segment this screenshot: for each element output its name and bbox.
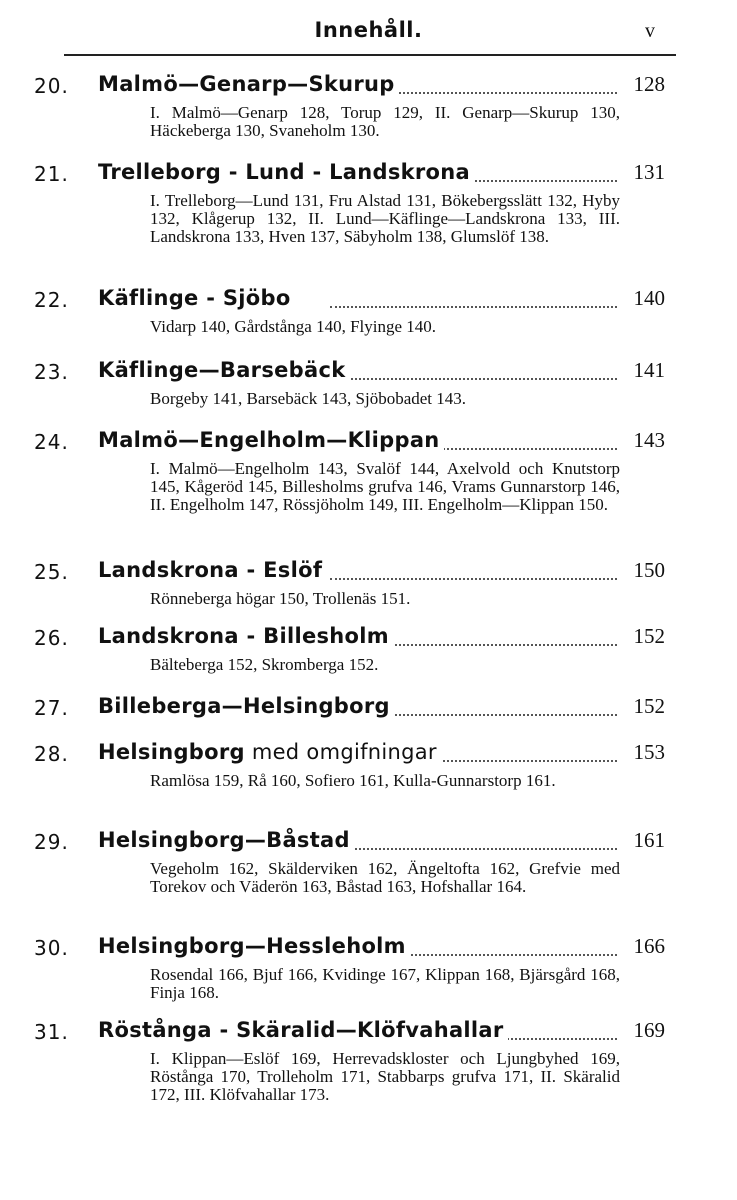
toc-entry: [0, 556, 737, 608]
entry-number: 28.: [34, 742, 69, 766]
entry-page-number: 152: [630, 624, 666, 649]
toc-entry: [0, 426, 737, 514]
toc-entry: [0, 1016, 737, 1104]
entry-subentries: Vegeholm 162, Skälderviken 162, Ängeltofta 162, Grefvie med Torekov och Väderön 163, Båstad 163, Hofshallar 164.: [150, 859, 620, 896]
entry-title: Landskrona - Billesholm: [98, 624, 393, 648]
entry-subentries: Ramlösa 159, Rå 160, Sofiero 161, Kulla-Gunnarstorp 161.: [150, 771, 556, 790]
entry-number: 20.: [34, 74, 69, 98]
entry-number: 21.: [34, 162, 69, 186]
toc-entry: [0, 932, 737, 1002]
entry-page-number: 141: [630, 358, 666, 383]
entry-page-number: 131: [630, 160, 666, 185]
toc-entry: [0, 70, 737, 140]
entry-number: 27.: [34, 696, 69, 720]
entry-title: Käflinge - Sjöbo: [98, 286, 295, 310]
page-header: [0, 12, 737, 52]
entry-subentries: I. Klippan—Eslöf 169, Herrevadskloster och Ljungbyhed 169, Röstånga 170, Trolleholm 171, Stabbarps grufva 171, II. Skäralid 172, III. Klöfvahallar 173.: [150, 1049, 620, 1104]
entry-page-number: 169: [630, 1018, 666, 1043]
entry-subentries: Rönneberga högar 150, Trollenäs 151.: [150, 589, 411, 608]
entry-title: Röstånga - Skäralid—Klöfvahallar: [98, 1018, 508, 1042]
entry-title: Helsingborg—Båstad: [98, 828, 354, 852]
entry-number: 30.: [34, 936, 69, 960]
entry-page-number: 166: [630, 934, 666, 959]
toc-entry: [0, 738, 737, 790]
entry-number: 25.: [34, 560, 69, 584]
entry-number: 23.: [34, 360, 69, 384]
entry-subentries: Vidarp 140, Gårdstånga 140, Flyinge 140.: [150, 317, 437, 336]
toc-entry: [0, 692, 737, 726]
entry-page-number: 161: [630, 828, 666, 853]
page-title: Innehåll.: [314, 18, 423, 42]
entry-title-main: Helsingborg: [98, 740, 245, 764]
roman-page-number: v: [645, 20, 655, 42]
entry-subentries: I. Malmö—Engelholm 143, Svalöf 144, Axelvold och Knutstorp 145, Kågeröd 145, Billesholms grufva 146, Vrams Gunnarstorp 146, II. Engelholm 147, Rössjöholm 149, III. Engelholm—Klippan 150.: [150, 459, 620, 514]
entry-subentries: I. Malmö—Genarp 128, Torup 129, II. Genarp—Skurup 130, Häckeberga 130, Svaneholm 130.: [150, 103, 620, 140]
dot-leader: [330, 306, 617, 308]
entry-page-number: 153: [630, 740, 666, 765]
entry-title: Billeberga—Helsingborg: [98, 694, 394, 718]
entry-title-rest: med omgifningar: [244, 740, 437, 764]
entry-number: 31.: [34, 1020, 69, 1044]
entry-title: Trelleborg - Lund - Landskrona: [98, 160, 474, 184]
entry-title: Landskrona - Eslöf: [98, 558, 326, 582]
header-rule: [64, 54, 676, 56]
entry-page-number: 128: [630, 72, 666, 97]
entry-number: 26.: [34, 626, 69, 650]
entry-title: [98, 740, 441, 764]
entry-number: 29.: [34, 830, 69, 854]
dot-leader: [330, 848, 617, 850]
toc-entry: [0, 622, 737, 674]
dot-leader: [330, 578, 617, 580]
toc-entry: [0, 356, 737, 408]
entry-number: 22.: [34, 288, 69, 312]
entry-title: Malmö—Engelholm—Klippan: [98, 428, 444, 452]
entry-number: 24.: [34, 430, 69, 454]
entry-title: Käflinge—Barsebäck: [98, 358, 350, 382]
entry-subentries: I. Trelleborg—Lund 131, Fru Alstad 131, Bökebergsslätt 132, Hyby 132, Klågerup 132, II. Lund—Käflinge—Landskrona 133, III. Landskrona 133, Hven 137, Säbyholm 138, Glumslöf 138.: [150, 191, 620, 246]
entry-subentries: Bälteberga 152, Skromberga 152.: [150, 655, 379, 674]
toc-entry: [0, 284, 737, 336]
entry-subentries: Rosendal 166, Bjuf 166, Kvidinge 167, Klippan 168, Bjärsgård 168, Finja 168.: [150, 965, 620, 1002]
toc-entry: [0, 158, 737, 246]
entry-title: Helsingborg—Hessleholm: [98, 934, 410, 958]
entry-page-number: 150: [630, 558, 666, 583]
entry-page-number: 152: [630, 694, 666, 719]
entry-page-number: 140: [630, 286, 666, 311]
dot-leader: [330, 378, 617, 380]
entry-title: Malmö—Genarp—Skurup: [98, 72, 399, 96]
toc-entry: [0, 826, 737, 896]
entry-page-number: 143: [630, 428, 666, 453]
entry-subentries: Borgeby 141, Barsebäck 143, Sjöbobadet 143.: [150, 389, 467, 408]
